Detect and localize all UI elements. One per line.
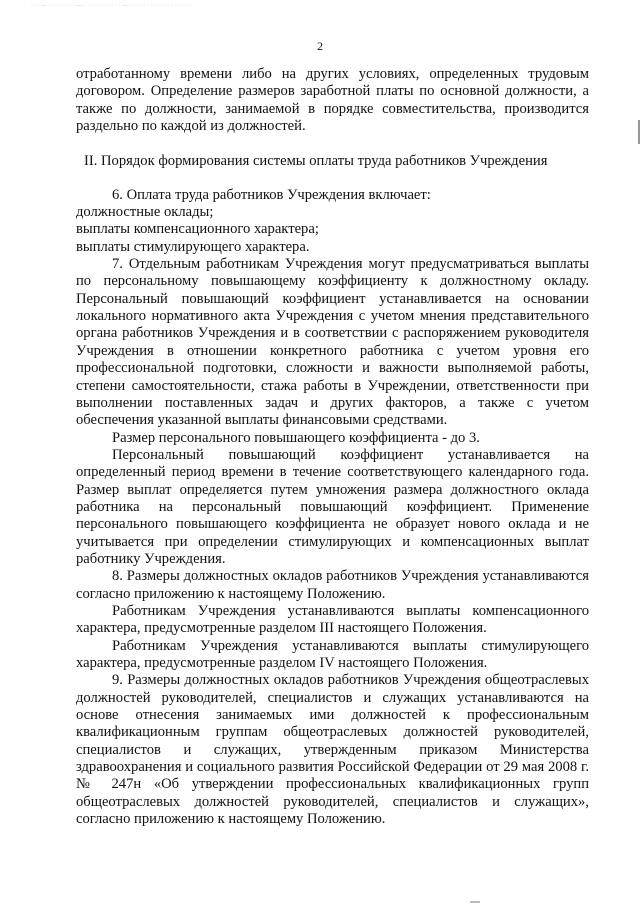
coefficient-limit-paragraph: Размер персонального повышающего коэффициента - до 3.	[112, 429, 480, 446]
clause-9-paragraph: 9. Размеры должностных окладов работников Учреждения общеотраслевых должностей руководителей, специалистов и служащих устанавливаются на основе отнесения занимаемых ими должностей к профессиональным квалификационным группам общеотраслевых должностей руководителей, специалистов и служащих, утвержденным приказом Министерства здравоохранения и социального развития Российской Федерации от 29 мая 2008 г. № 247н «Об утверждении профессиональных квалификационных групп общеотраслевых должностей руководителей, специалистов и служащих», согласно приложению к настоящему Положению.	[76, 672, 589, 828]
scan-edge-mark	[470, 901, 480, 903]
compensation-paragraph: Работникам Учреждения устанавливаются выплаты компенсационного характера, предусмотренные разделом III настоящего Положения.	[76, 602, 589, 637]
paragraph-continuation: отработанному времени либо на других условиях, определенных трудовым договором. Определение размеров заработной платы по основной должности, а также по должности, занимаемой в порядке совместительства, производится раздельно по каждой из должностей.	[76, 66, 589, 135]
list-item: выплаты компенсационного характера;	[76, 221, 319, 238]
page-number: 2	[317, 39, 323, 53]
section-heading: II. Порядок формирования системы оплаты труда работников Учреждения	[84, 153, 548, 170]
clause-6-intro: 6. Оплата труда работников Учреждения включает:	[112, 186, 431, 203]
coefficient-period-paragraph: Персональный повышающий коэффициент устанавливается на определенный период времени в течение соответствующего календарного года. Размер выплат определяется путем умножения размера должностного оклада работника на персональный повышающий коэффициент. Применение персонального повышающего коэффициента не образует нового оклада и не учитывается при определении стимулирующих и компенсационных выплат работнику Учреждения.	[76, 446, 589, 567]
clause-8-paragraph: 8. Размеры должностных окладов работников Учреждения устанавливаются согласно приложению к настоящему Положению.	[76, 568, 589, 602]
list-item: должностные оклады;	[76, 204, 214, 221]
document-body	[76, 66, 589, 828]
clause-7-paragraph: 7. Отдельным работникам Учреждения могут предусматриваться выплаты по персональному повышающему коэффициенту к должностному окладу. Персональный повышающий коэффициент устанавливается на основании локального нормативного акта Учреждения с учетом мнения представительного органа работников Учреждения и в соответствии с распоряжением руководителя Учреждения в отношении конкретного работника с учетом уровня его профессиональной подготовки, сложности и важности выполняемой работы, степени самостоятельности, стажа работы в Учреждении, ответственности при выполнении поставленных задач и других факторов, а также с учетом обеспечения указанной выплаты финансовыми средствами.	[76, 256, 589, 429]
stimulus-paragraph: Работникам Учреждения устанавливаются выплаты стимулирующего характера, предусмотренные разделом IV настоящего Положения.	[76, 637, 589, 671]
list-item: выплаты стимулирующего характера.	[76, 238, 310, 255]
faint-header-text: · · · — · · · · · · · · — · · · · · · · · · · · — · · · · · · · · · · · · · · · · · ·	[30, 3, 191, 9]
